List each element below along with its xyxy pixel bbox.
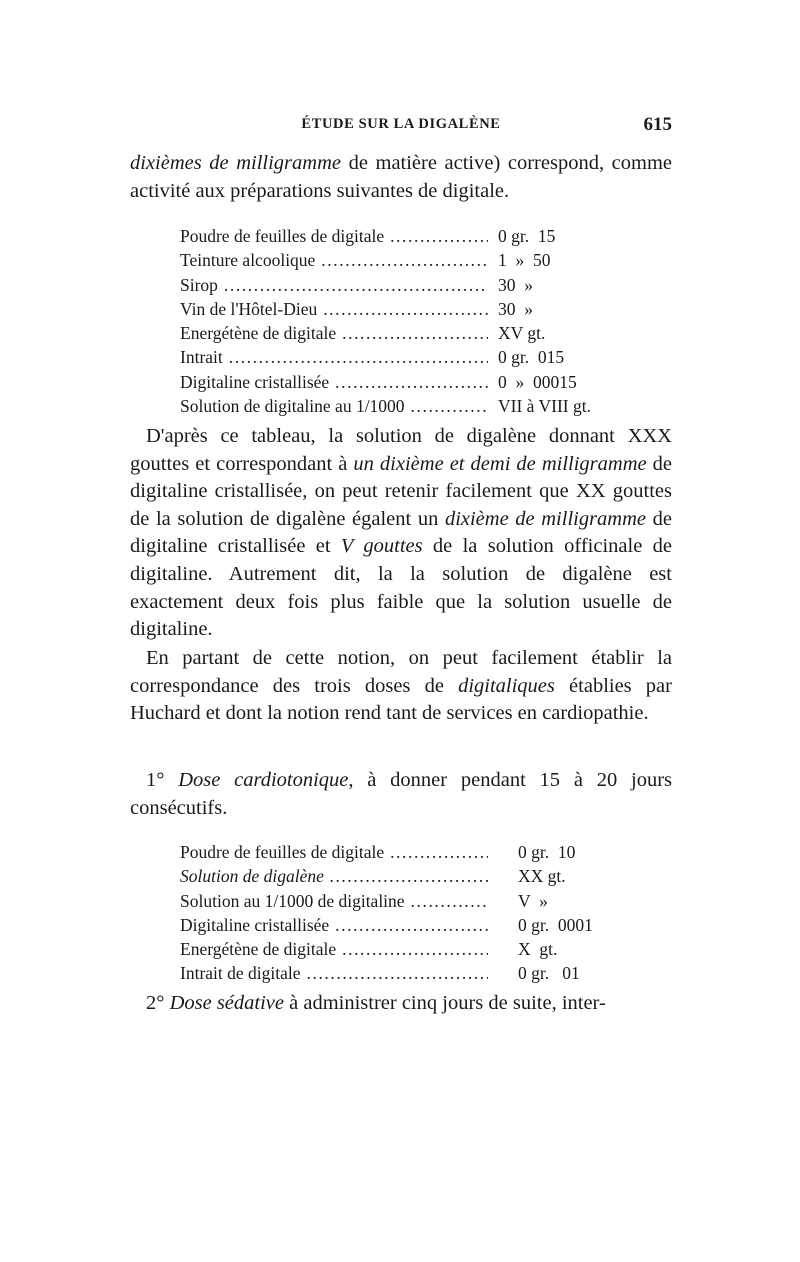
dose-number: 2° — [146, 992, 170, 1014]
italic-phrase: dixième de milligramme — [444, 507, 647, 530]
running-title: ÉTUDE SUR LA DIGALÈNE — [301, 116, 501, 132]
ingredient-name — [180, 961, 488, 985]
table-row — [180, 889, 660, 913]
quantity: 0 gr. 0001 — [518, 914, 593, 935]
italic-phrase: un dixième et demi de milligramme — [353, 452, 647, 475]
quantity: XX gt. — [518, 866, 566, 887]
paragraph-dose-2 — [130, 990, 672, 1018]
ingredient-name — [180, 321, 488, 345]
quantity: 1 » 50 — [498, 250, 551, 271]
table-row — [180, 297, 660, 321]
ingredient-name — [180, 864, 488, 888]
ingredient-label: Vin de l'Hôtel-Dieu — [180, 298, 318, 319]
table-row — [180, 224, 660, 248]
paragraph-text: à administrer cinq jours de suite, inter- — [284, 992, 606, 1014]
ingredient-label: Intrait de digitale — [180, 963, 301, 984]
paragraph-text: D'après ce tableau, la solution de digalène donnant XXX gouttes et correspondant à — [130, 425, 672, 475]
ingredient-label: Teinture alcoolique — [180, 250, 316, 271]
ingredient-name — [180, 937, 488, 961]
ingredient-label: Solution de digitaline au 1/1000 — [180, 396, 405, 417]
ingredient-name — [180, 297, 488, 321]
ingredient-label: Solution de digalène — [180, 866, 324, 887]
table-row — [180, 370, 660, 394]
quantity: X gt. — [518, 939, 558, 960]
table-row — [180, 864, 660, 888]
paragraph-text: de digitaline cristallisée et — [130, 507, 672, 558]
table-row — [180, 345, 660, 369]
dose-title: Dose cardiotonique — [178, 769, 349, 791]
paragraph-text: établies par Huchard et dont la notion rend tant de services en cardiopathie. — [130, 674, 672, 725]
page-number: 615 — [643, 114, 672, 135]
paragraph-comparison — [130, 423, 672, 644]
ingredient-name — [180, 224, 488, 248]
paragraph-intro — [130, 150, 672, 205]
table-row — [180, 273, 660, 297]
ingredient-label: Digitaline cristallisée — [180, 914, 330, 935]
quantity: VII à VIII gt. — [498, 396, 591, 417]
paragraph-text: de digitaline cristallisée, on peut retenir facilement que XX gouttes de la solution de digalène égalent un — [130, 452, 672, 530]
ingredient-name — [180, 273, 488, 297]
table-row — [180, 913, 660, 937]
italic-phrase: V gouttes — [340, 535, 423, 558]
ingredient-label: Solution au 1/1000 de digitaline — [180, 890, 405, 911]
ingredient-label: Poudre de feuilles de digitale — [180, 226, 385, 246]
quantity: 30 » — [498, 298, 533, 319]
table-row — [180, 840, 660, 864]
quantity: 0 gr. 015 — [498, 347, 565, 368]
ingredient-label: Poudre de feuilles de digitale — [180, 842, 385, 862]
quantity: 0 » 00015 — [498, 371, 577, 392]
ingredient-label: Digitaline cristallisée — [180, 371, 330, 392]
ingredient-name — [180, 345, 488, 369]
paragraph-text: En partant de cette notion, on peut facilement établir la correspondance des trois doses de — [130, 647, 672, 697]
quantity: 0 gr. 15 — [498, 226, 556, 246]
table-row — [180, 961, 660, 985]
paragraph-text: de matière active) correspond, comme activité aux préparations suivantes de digitale. — [130, 152, 672, 202]
paragraph-text: , à donner pendant 15 à 20 jours consécutifs. — [130, 769, 672, 819]
table-row — [180, 248, 660, 272]
italic-phrase: dixièmes de milligramme — [130, 152, 341, 174]
quantity: XV gt. — [498, 323, 546, 344]
ingredient-name — [180, 840, 488, 864]
running-head — [130, 116, 672, 138]
quantity: 30 » — [498, 274, 533, 295]
paragraph-dose-1 — [130, 767, 672, 822]
ingredient-label: Energétène de digitale — [180, 939, 337, 960]
ingredient-label: Intrait — [180, 347, 223, 368]
ingredient-name — [180, 370, 488, 394]
dose-table — [180, 840, 660, 986]
ingredient-label: Sirop — [180, 274, 218, 295]
ingredient-name — [180, 248, 488, 272]
table-row — [180, 394, 660, 418]
quantity: 0 gr. 01 — [518, 963, 580, 984]
quantity: V » — [518, 890, 548, 911]
ingredient-name — [180, 394, 488, 418]
table-row — [180, 321, 660, 345]
dose-title: Dose sédative — [169, 992, 284, 1014]
table-row — [180, 937, 660, 961]
paragraph-text: de la solution officinale de digitaline. Autrement dit, la la solution de digalène est exactement deux fois plus faible que la solution usuelle de digitaline. — [130, 535, 672, 641]
ingredient-name — [180, 889, 488, 913]
quantity: 0 gr. 10 — [518, 842, 576, 862]
dose-number: 1° — [146, 769, 179, 791]
italic-phrase: digitaliques — [458, 674, 555, 697]
ingredient-label: Energétène de digitale — [180, 323, 337, 344]
paragraph-correspondence — [130, 645, 672, 728]
equivalence-table — [180, 224, 660, 418]
ingredient-name — [180, 913, 488, 937]
